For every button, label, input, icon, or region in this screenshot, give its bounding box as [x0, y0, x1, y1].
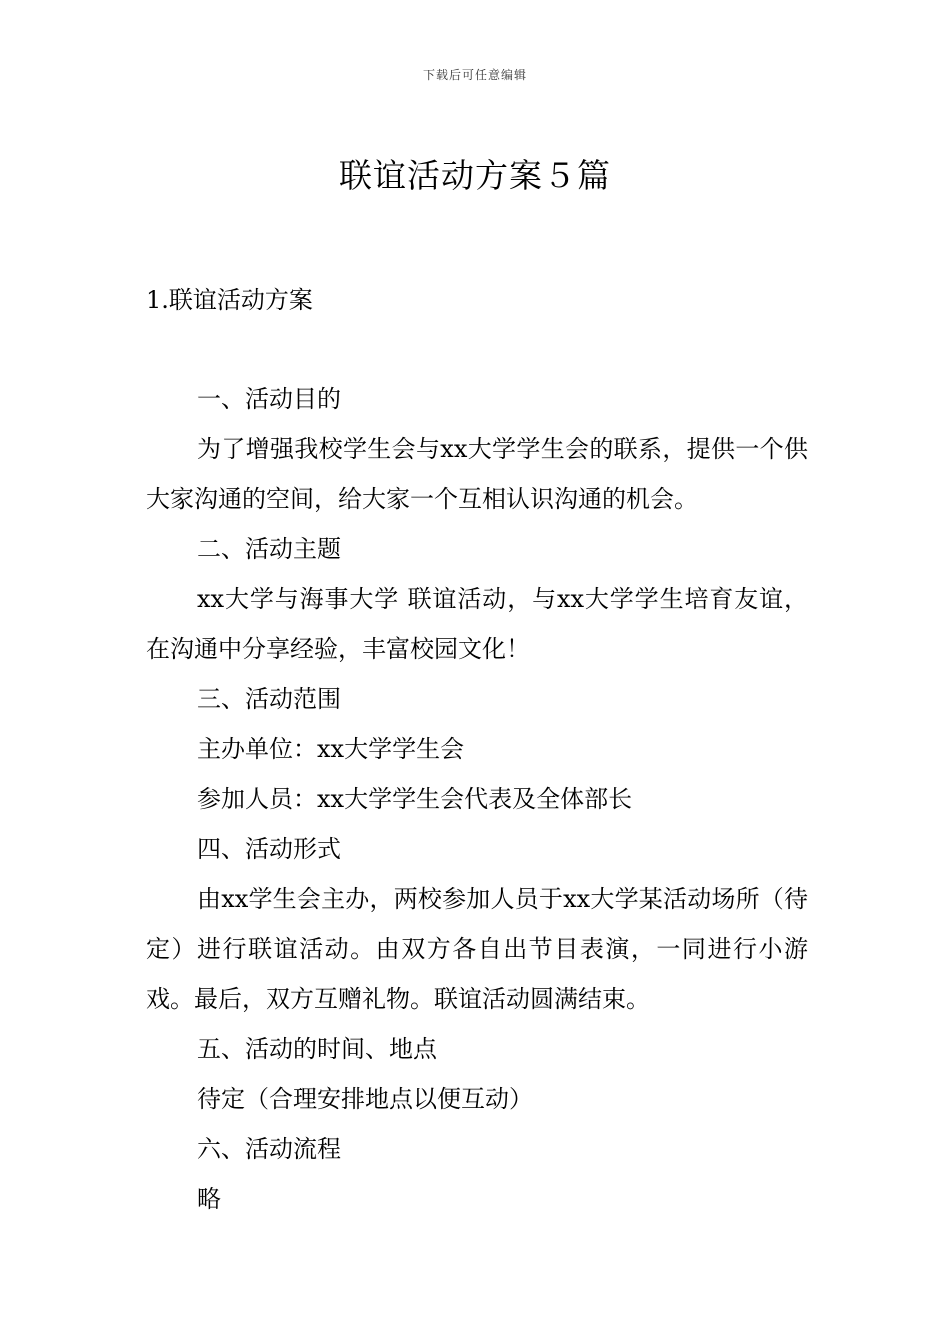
- heading-format: 四、活动形式: [197, 835, 341, 863]
- paragraph-format: 由xx学生会主办，两校参加人员于xx大学某活动场所（待定）进行联谊活动。由双方各自出节目表演，一同进行小游戏。最后，双方互赠礼物。联谊活动圆满结束。: [146, 885, 808, 1013]
- paragraph-time-place: 待定（合理安排地点以便互动）: [197, 1085, 533, 1113]
- heading-time-place: 五、活动的时间、地点: [197, 1035, 437, 1063]
- heading-process: 六、活动流程: [197, 1135, 341, 1163]
- document-body: [146, 374, 808, 1224]
- heading-purpose: 一、活动目的: [197, 385, 341, 413]
- section-heading: 1.联谊活动方案: [146, 286, 313, 314]
- document-title: 联谊活动方案５篇: [339, 156, 611, 196]
- paragraph-theme: xx大学与海事大学 联谊活动，与xx大学学生培育友谊，在沟通中分享经验，丰富校园文化！: [146, 585, 808, 663]
- heading-theme: 二、活动主题: [197, 535, 341, 563]
- header-note: 下载后可任意编辑: [422, 68, 527, 82]
- paragraph-participants: 参加人员：xx大学学生会代表及全体部长: [197, 785, 633, 813]
- paragraph-organizer: 主办单位：xx大学学生会: [197, 735, 465, 763]
- paragraph-process: 略: [197, 1185, 221, 1213]
- heading-scope: 三、活动范围: [197, 685, 341, 713]
- paragraph-purpose: 为了增强我校学生会与xx大学学生会的联系，提供一个供大家沟通的空间，给大家一个互相认识沟通的机会。: [146, 435, 808, 513]
